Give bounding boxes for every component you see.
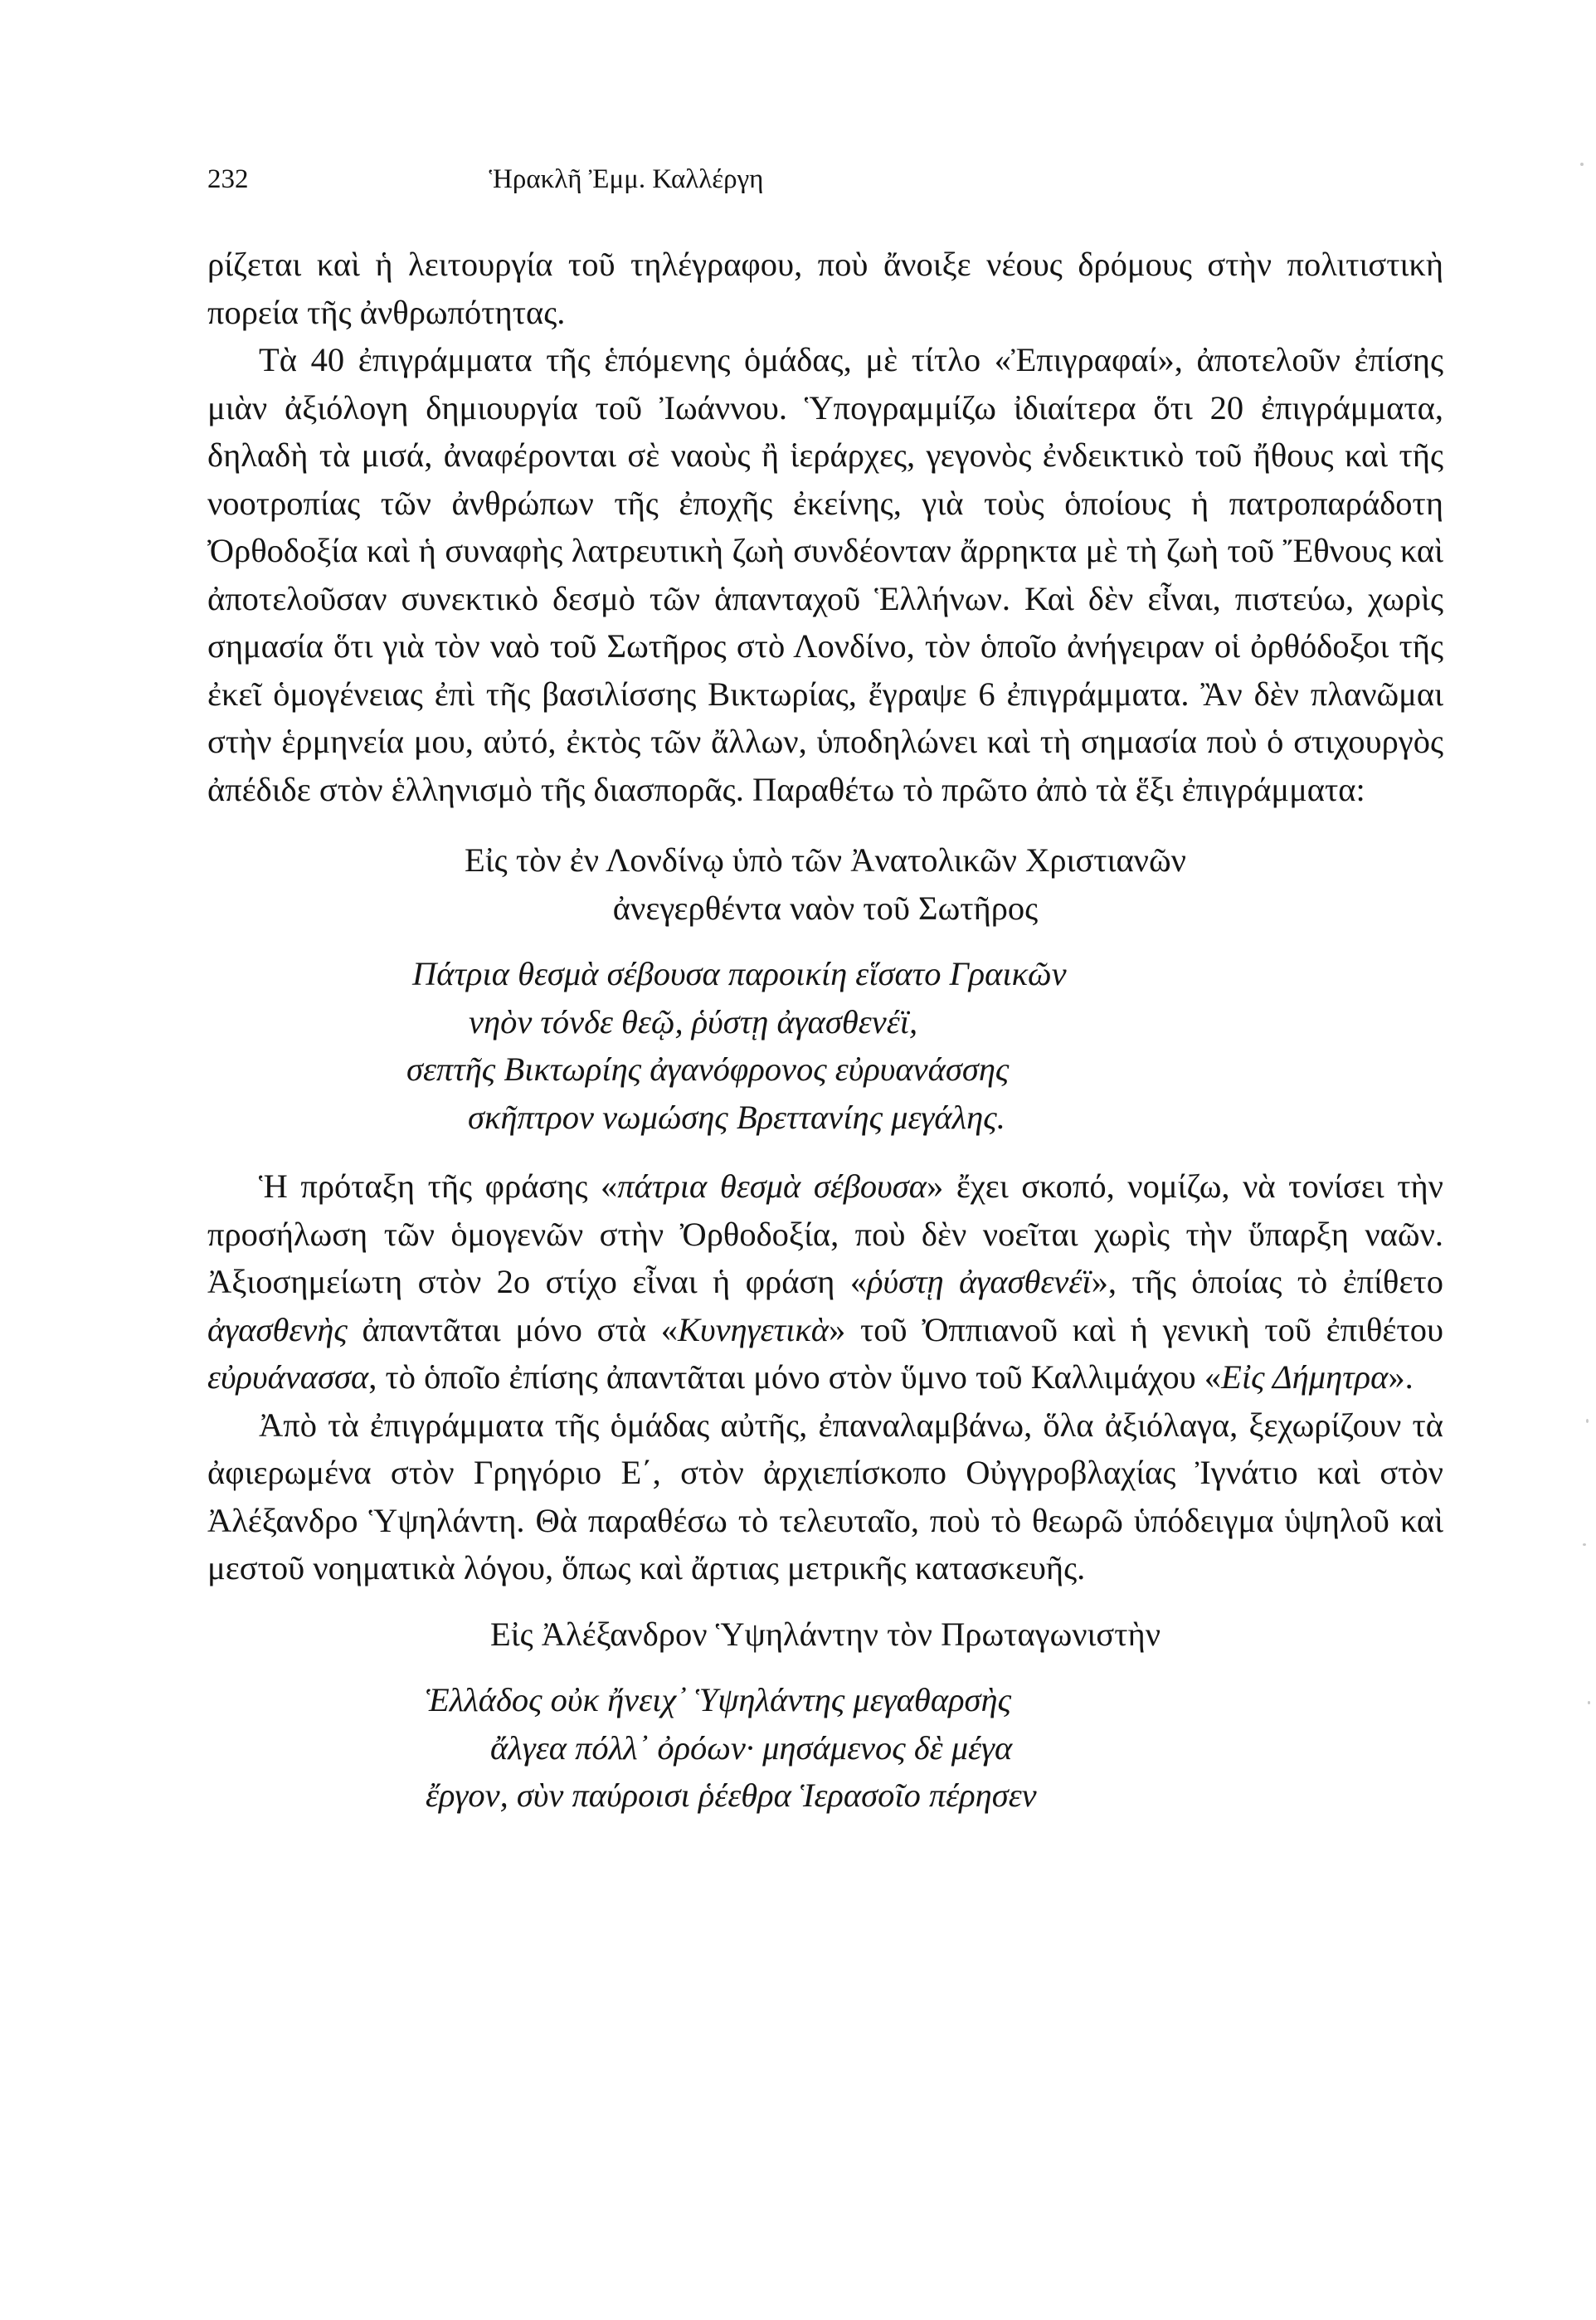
- page-number: 232: [207, 164, 249, 194]
- verse-line: Ἑλλάδος οὐκ ἤνειχ᾿ Ὑψηλάντης μεγαθαρσὴς: [426, 1681, 1012, 1718]
- epigram-verses-london-church: [207, 950, 1443, 1141]
- epigram-title-line: Εἰς τὸν ἐν Λονδίνῳ ὑπὸ τῶν Ἀνατολικῶν Χριστιανῶν: [465, 841, 1186, 879]
- verse-line: σκῆπτρον νωμώσης Βρεττανίης μεγάλης.: [468, 1098, 1005, 1136]
- epigram-title-ypsilantis: Εἰς Ἀλέξανδρον Ὑψηλάντην τὸν Πρωταγωνιστὴν: [489, 1615, 1161, 1653]
- epigram-title-london-church: [207, 836, 1443, 932]
- verse-line: Πάτρια θεσμὰ σέβουσα παροικίη εἵσατο Γραικῶν: [412, 955, 1067, 992]
- scan-speck: [1583, 1543, 1586, 1546]
- italic-title: Κυνηγετικὰ: [677, 1310, 830, 1348]
- scan-speck: [1580, 163, 1584, 166]
- text-run: ἀπαντᾶται μόνο στὰ «: [347, 1310, 678, 1348]
- scan-speck: [1586, 1419, 1589, 1423]
- italic-word: ἀγασθενὴς: [207, 1310, 348, 1348]
- text-run: », τῆς ὁποίας τὸ ἐπίθετο: [1091, 1263, 1443, 1300]
- body-text: [207, 241, 1443, 1841]
- verse-line: ἔργον, σὺν παύροισι ῥέεθρα Ἱερασοῖο πέρησεν: [426, 1777, 1037, 1814]
- italic-quote: ῥύστῃ ἀγασθενέϊ: [867, 1263, 1092, 1300]
- verse-line: σεπτῆς Βικτωρίης ἀγανόφρονος εὐρυανάσσης: [406, 1050, 1010, 1088]
- text-run: ».: [1388, 1358, 1414, 1396]
- paragraph-commentary: [207, 1162, 1443, 1401]
- text-run: » τοῦ Ὀππιανοῦ καὶ ἡ γενικὴ τοῦ ἐπιθέτου: [829, 1310, 1443, 1348]
- italic-word: εὐρυάνασσα: [207, 1358, 369, 1396]
- italic-quote: πάτρια θεσμὰ σέβουσα: [617, 1167, 927, 1205]
- epigram-verses-ypsilantis: [207, 1676, 1443, 1820]
- verse-line: νηὸν τόνδε θεῷ, ῥύστῃ ἀγασθενέϊ,: [469, 1002, 918, 1041]
- epigram-title-line: ἀνεγερθέντα ναὸν τοῦ Σωτῆρος: [612, 889, 1039, 927]
- paragraph-epigraphai: Τὰ 40 ἐπιγράμματα τῆς ἑπόμενης ὁμάδας, μὲ τίτλο «Ἐπιγραφαί», ἀποτελοῦν ἐπίσης μιὰν ἀξιόλογη δημιουργία τοῦ Ἰωάννου. Ὑπογραμμίζω ἰδιαίτερα ὅτι 20 ἐπιγράμματα, δηλαδὴ τὰ μισά, ἀναφέρονται σὲ ναοὺς ἢ ἱεράρχες, γεγονὸς ἐνδεικτικὸ τοῦ ἤθους καὶ τῆς νοοτροπίας τῶν ἀνθρώπων τῆς ἐποχῆς ἐκείνης, γιὰ τοὺς ὁποίους ἡ πατροπαράδοτη Ὀρθοδοξία καὶ ἡ συναφὴς λατρευτικὴ ζωὴ συνδέονταν ἄρρηκτα μὲ τὴ ζωὴ τοῦ Ἔθνους καὶ ἀποτελοῦσαν συνεκτικὸ δεσμὸ τῶν ἁπανταχοῦ Ἑλλήνων. Καὶ δὲν εἶναι, πιστεύω, χωρὶς σημασία ὅτι γιὰ τὸν ναὸ τοῦ Σωτῆρος στὸ Λονδίνο, τὸν ὁποῖο ἀνήγειραν οἱ ὀρθόδοξοι τῆς ἐκεῖ ὁμογένειας ἐπὶ τῆς βασιλίσσης Βικτωρίας, ἔγραψε 6 ἐπιγράμματα. Ἂν δὲν πλανῶμαι στὴν ἑρμηνεία μου, αὐτό, ἐκτὸς τῶν ἄλλων, ὑποδηλώνει καὶ τὴ σημασία ποὺ ὁ στιχουργὸς ἀπέδιδε στὸν ἑλληνισμὸ τῆς διασπορᾶς. Παραθέτω τὸ πρῶτο ἀπὸ τὰ ἕξι ἐπιγράμματα:: [207, 341, 1443, 808]
- running-head: [207, 164, 1045, 206]
- text-run: Ἡ πρόταξη τῆς φράσης «: [259, 1167, 618, 1205]
- verse-line: ἄλγεα πόλλ᾿ ὀρόων· μησάμενος δὲ μέγα: [490, 1728, 1013, 1767]
- paragraph-ypsilantis-intro: Ἀπὸ τὰ ἐπιγράμματα τῆς ὁμάδας αὐτῆς, ἐπαναλαμβάνω, ὅλα ἀξιόλαγα, ξεχωρίζουν τὰ ἀφιερωμένα στὸν Γρηγόριο Ε΄, στὸν ἀρχιεπίσκοπο Οὐγγροβλαχίας Ἰγνάτιο καὶ στὸν Ἀλέξανδρο Ὑψηλάντη. Θὰ παραθέσω τὸ τελευταῖο, ποὺ τὸ θεωρῶ ὑπόδειγμα ὑψηλοῦ καὶ μεστοῦ νοηματικὰ λόγου, ὅπως καὶ ἄρτιας μετρικῆς κατασκευῆς.: [207, 1406, 1443, 1586]
- running-title: Ἡρακλῆ Ἐμμ. Καλλέργη: [489, 164, 764, 194]
- paragraph-continued: ρίζεται καὶ ἡ λειτουργία τοῦ τηλέγραφου, ποὺ ἄνοιξε νέους δρόμους στὴν πολιτιστικὴ πορεία τῆς ἀνθρωπότητας.: [207, 246, 1443, 331]
- scan-speck: [1588, 1701, 1590, 1704]
- text-run: » ἔχει σκοπό, νομίζω, νὰ τονίσει τὴν προσήλωση τῶν ὁμογενῶν στὴν Ὀρθοδοξία, ποὺ δὲν νοεῖται χωρὶς τὴν ὕπαρξη ναῶν. Ἀξιοσημείωτη στὸν 2ο στίχο εἶναι ἡ φράση «: [207, 1167, 1443, 1300]
- text-run: , τὸ ὁποῖο ἐπίσης ἀπαντᾶται μόνο στὸν ὕμνο τοῦ Καλλιμάχου «: [368, 1358, 1222, 1396]
- italic-title: Εἰς Δήμητρα: [1221, 1358, 1389, 1396]
